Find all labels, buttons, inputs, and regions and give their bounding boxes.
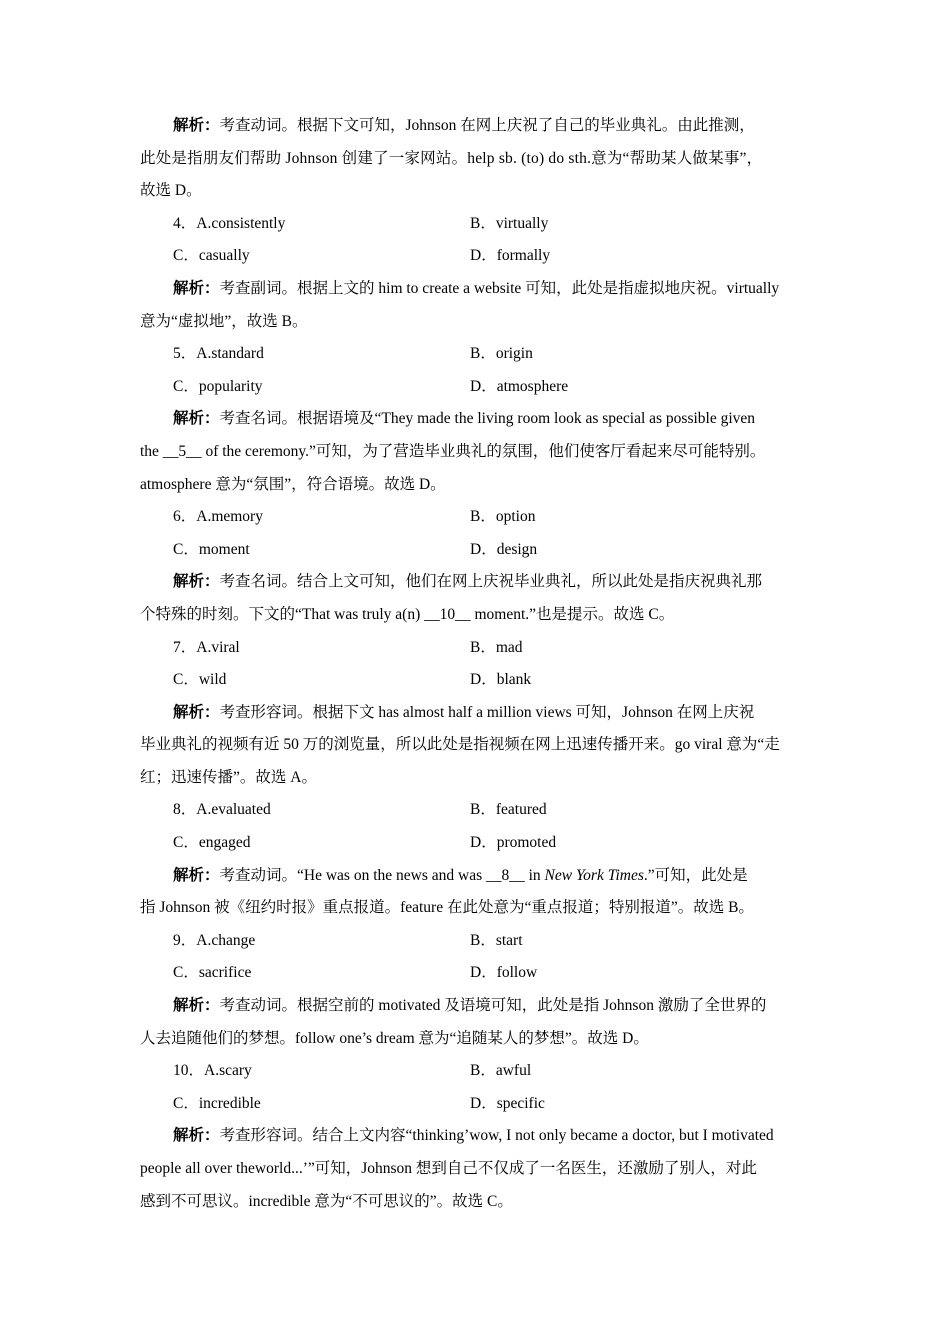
option-d: D．follow xyxy=(470,964,538,982)
explanation-line: 个特殊的时刻。下文的“That was truly a(n) __10__ moment.”也是提示。故选 C。 xyxy=(140,605,675,623)
option-c: C．casually xyxy=(173,247,250,265)
explanation-line: 指 Johnson 被《纽约时报》重点报道。feature 在此处意为“重点报道；特别报道”。故选 B。 xyxy=(140,899,754,917)
explanation-line: 人去追随他们的梦想。follow one’s dream 意为“追随某人的梦想”。故选 D。 xyxy=(140,1029,649,1047)
option-b: B．awful xyxy=(470,1062,532,1080)
option-a: 10．A.scary xyxy=(173,1062,252,1080)
explanation-line: 意为“虚拟地”，故选 B。 xyxy=(140,312,308,330)
explanation-line: 解析：考查名词。结合上文可知，他们在网上庆祝毕业典礼，所以此处是指庆祝典礼那 xyxy=(173,573,763,591)
option-d: D．specific xyxy=(470,1094,545,1112)
explanation-label: 解析： xyxy=(173,410,220,428)
explanation-label: 解析： xyxy=(173,117,220,134)
option-c: C．moment xyxy=(173,540,250,558)
option-row xyxy=(140,957,812,990)
explanation-line: 此处是指朋友们帮助 Johnson 创建了一家网站。help sb. (to) do sth.意为“帮助某人做某事”， xyxy=(140,149,763,167)
blank-number: __5__ xyxy=(162,442,202,460)
explanation-label: 解析： xyxy=(173,703,220,721)
option-c: C．wild xyxy=(173,671,227,689)
option-d: D．formally xyxy=(470,247,551,265)
explanation-line: 解析：考查动词。“He was on the news and was __8__ in New York Times.”可知，此处是 xyxy=(173,866,748,884)
explanation-line: people all over theworld...’”可知，Johnson 想到自己不仅成了一名医生，还激励了别人，对此 xyxy=(140,1160,757,1177)
explanation-label: 解析： xyxy=(173,866,220,884)
option-row xyxy=(140,925,812,958)
option-row xyxy=(140,794,812,827)
option-d: D．blank xyxy=(470,671,532,689)
option-c: C．incredible xyxy=(173,1094,261,1112)
option-b: B．mad xyxy=(470,638,523,656)
option-b: B．option xyxy=(470,508,536,526)
document-page xyxy=(140,110,812,1218)
explanation-line: 故选 D。 xyxy=(140,182,202,200)
explanation-line: 解析：考查形容词。根据下文 has almost half a million views 可知，Johnson 在网上庆祝 xyxy=(173,703,755,721)
explanation-label: 解析： xyxy=(173,997,220,1015)
option-row xyxy=(140,208,812,241)
option-c: C．popularity xyxy=(173,377,263,395)
option-c: C．sacrifice xyxy=(173,964,252,982)
blank-number: __10__ xyxy=(424,605,471,623)
option-row xyxy=(140,534,812,567)
explanation-line: 毕业典礼的视频有近 50 万的浏览量，所以此处是指视频在网上迅速传播开来。go viral 意为“走 xyxy=(140,736,780,754)
option-row xyxy=(140,664,812,697)
explanation-label: 解析： xyxy=(173,573,220,591)
newspaper-title: New York Times xyxy=(544,866,644,884)
option-d: D．design xyxy=(470,540,538,558)
explanation-line: 解析：考查形容词。结合上文内容“thinking’wow, I not only became a doctor, but I motivated xyxy=(173,1127,774,1145)
option-a: 7．A.viral xyxy=(173,638,240,656)
explanation-line: 感到不可思议。incredible 意为“不可思议的”。故选 C。 xyxy=(140,1192,513,1210)
explanation-label: 解析： xyxy=(173,279,220,297)
option-a: 5．A.standard xyxy=(173,345,264,363)
explanation-line: 解析：考查副词。根据上文的 him to create a website 可知，此处是指虚拟地庆祝。virtually xyxy=(173,279,780,297)
option-row xyxy=(140,371,812,404)
explanation-line: 解析：考查动词。根据空前的 motivated 及语境可知，此处是指 Johnson 激励了全世界的 xyxy=(173,997,767,1015)
option-b: B．origin xyxy=(470,345,533,363)
explanation-label: 解析： xyxy=(173,1127,220,1145)
option-row xyxy=(140,827,812,860)
option-a: 6．A.memory xyxy=(173,508,263,526)
option-row xyxy=(140,338,812,371)
option-c: C．engaged xyxy=(173,834,251,852)
option-b: B．featured xyxy=(470,801,547,819)
option-row xyxy=(140,632,812,665)
option-d: D．atmosphere xyxy=(470,377,569,395)
blank-number: __8__ xyxy=(485,866,525,884)
option-row xyxy=(140,240,812,273)
option-row xyxy=(140,501,812,534)
option-a: 8．A.evaluated xyxy=(173,801,271,819)
explanation-line: the __5__ of the ceremony.”可知，为了营造毕业典礼的氛围，他们使客厅看起来尽可能特别。 xyxy=(140,442,766,460)
option-b: B．start xyxy=(470,931,523,949)
explanation-line: 解析：考查动词。根据下文可知，Johnson 在网上庆祝了自己的毕业典礼。由此推测， xyxy=(173,117,755,134)
option-row xyxy=(140,1055,812,1088)
option-a: 9．A.change xyxy=(173,931,256,949)
explanation-line: atmosphere 意为“氛围”，符合语境。故选 D。 xyxy=(140,475,446,493)
option-d: D．promoted xyxy=(470,834,557,852)
option-row xyxy=(140,1088,812,1121)
explanation-line: 解析：考查名词。根据语境及“They made the living room look as special as possible given xyxy=(173,410,756,428)
option-b: B．virtually xyxy=(470,214,549,232)
option-a: 4．A.consistently xyxy=(173,214,286,232)
explanation-line: 红；迅速传播”。故选 A。 xyxy=(140,768,317,786)
